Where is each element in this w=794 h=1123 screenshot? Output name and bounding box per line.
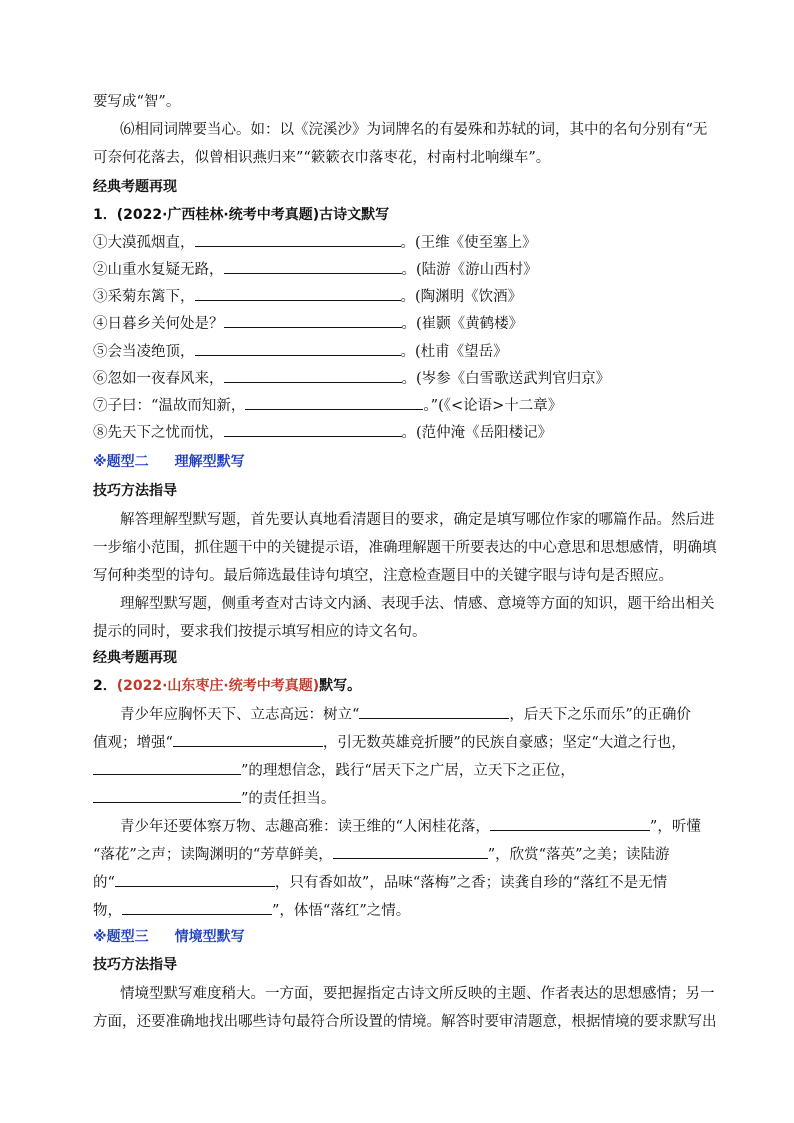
type2-heading: [93, 452, 703, 472]
skill-heading-3: 技巧方法指导: [93, 957, 177, 973]
text-segment: ，只有香如故”，品味“落梅”之香；读龚自珍的“落红不是无情: [274, 875, 668, 891]
recite-item-3: [93, 286, 703, 307]
type2-label: ※题型二: [93, 454, 149, 470]
answer-blank[interactable]: [333, 844, 488, 859]
item-prefix: ⑤会当凌绝顶，: [93, 344, 195, 360]
type2-para2-line2: 提示的同时，要求我们按提示填写相应的诗文名句。: [93, 624, 427, 640]
type2-para1-line3: 写何种类型的诗句。最后筛选最佳诗句填空，注意检查题目中的关键字眼与诗句是否照应。: [93, 568, 673, 584]
answer-blank[interactable]: [93, 760, 241, 775]
answer-blank[interactable]: [224, 422, 402, 437]
item-suffix: 。(崔颢《黄鹤楼》: [401, 316, 524, 332]
question-source: (2022·山东枣庄·统考中考真题): [116, 678, 320, 694]
q2-para1-line1: [120, 704, 703, 725]
text-segment: ，引无数英雄竞折腰”的民族自豪感；坚定“大道之行也，: [322, 735, 686, 751]
text-segment: ”，体悟“落红”之情。: [272, 903, 411, 919]
item-suffix: 。(杜甫《望岳》: [400, 344, 508, 360]
question-number: 1．: [93, 207, 117, 223]
item-suffix: 。(范仲淹《岳阳楼记》: [401, 425, 553, 441]
section-heading-classic-2: 经典考题再现: [93, 650, 177, 666]
item-prefix: ①大漠孤烟直，: [93, 235, 195, 251]
type2-para2-line1: 理解型默写题，侧重考查对古诗文内涵、表现手法、情感、意境等方面的知识，题干给出相关: [120, 596, 715, 612]
recite-item-2: [93, 259, 703, 280]
item-prefix: ⑦子曰：“温故而知新，: [93, 398, 246, 414]
type3-para1-line2: 方面，还要准确地找出哪些诗句最符合所设置的情境。解答时要审清题意，根据情境的要求默写出: [93, 1014, 717, 1030]
answer-blank[interactable]: [224, 259, 402, 274]
item-suffix: 。(王维《使至塞上》: [400, 235, 537, 251]
question-task: 默写。: [319, 678, 362, 694]
q2-para1-line4: [93, 788, 703, 809]
answer-blank[interactable]: [224, 368, 402, 383]
recite-item-1: [93, 232, 703, 253]
section-heading-classic-1: 经典考题再现: [93, 179, 177, 195]
intro-line-3: 可奈何花落去，似曾相识燕归来”“簌簌衣巾落枣花，村南村北响缫车”。: [93, 150, 551, 166]
q2-para1-line2: [93, 732, 703, 753]
question-task: 古诗文默写: [319, 207, 390, 223]
q2-para2-line3: [93, 872, 703, 893]
q2-para2-line1: [120, 816, 703, 837]
text-segment: 值观；增强“: [93, 735, 173, 751]
answer-blank[interactable]: [122, 900, 272, 915]
question-1-title: [93, 205, 703, 225]
text-segment: ，后天下之乐而乐”的正确价: [509, 707, 691, 723]
recite-item-4: [93, 313, 703, 334]
item-prefix: ⑥忽如一夜春风来，: [93, 371, 224, 387]
answer-blank[interactable]: [195, 341, 401, 356]
text-segment: 青少年应胸怀天下、立志高远：树立“: [120, 707, 360, 723]
recite-item-6: [93, 368, 703, 389]
q2-para2-line4: [93, 900, 703, 921]
answer-blank[interactable]: [195, 232, 401, 247]
text-segment: ”，听懂: [649, 819, 701, 835]
type2-para1-line1: 解答理解型默写题，首先要认真地看清题目的要求，确定是填写哪位作家的哪篇作品。然后进: [120, 512, 715, 528]
type2-para1-line2: 一步缩小范围，抓住题干中的关键提示语，准确理解题干所要表达的中心意思和思想感情，明确填: [93, 540, 717, 556]
text-segment: ”的理想信念，践行“居天下之广居，立天下之正位，: [241, 763, 575, 779]
item-suffix: 。(陆游《游山西村》: [401, 262, 538, 278]
text-segment: “落花”之声；读陶渊明的“芳草鲜美，: [93, 847, 333, 863]
answer-blank[interactable]: [245, 395, 423, 410]
item-prefix: ④日暮乡关何处是？: [93, 316, 224, 332]
text-segment: 的“: [93, 875, 115, 891]
recite-item-8: [93, 422, 703, 443]
text-segment: 物，: [93, 903, 122, 919]
item-suffix: 。(陶渊明《饮酒》: [400, 289, 523, 305]
type2-title: 理解型默写: [174, 454, 245, 470]
answer-blank[interactable]: [115, 872, 275, 887]
answer-blank[interactable]: [359, 704, 509, 719]
item-prefix: ②山重水复疑无路，: [93, 262, 224, 278]
type3-label: ※题型三: [93, 929, 149, 945]
item-suffix: 。”(《<论语>十二章》: [423, 398, 563, 414]
question-source: (2022·广西桂林·统考中考真题): [116, 207, 320, 223]
recite-item-5: [93, 341, 703, 362]
answer-blank[interactable]: [224, 313, 402, 328]
answer-blank[interactable]: [173, 732, 323, 747]
text-segment: 青少年还要体察万物、志趣高雅：读王维的“人闲桂花落，: [120, 819, 490, 835]
type3-para1-line1: 情境型默写难度稍大。一方面，要把握指定古诗文所反映的主题、作者表达的思想感情；另一: [120, 986, 715, 1002]
item-suffix: 。(岑参《白雪歌送武判官归京》: [401, 371, 611, 387]
recite-item-7: [93, 395, 703, 416]
intro-line-2: ⑹相同词牌要当心。如：以《浣溪沙》为词牌名的有晏殊和苏轼的词，其中的名句分别有“无: [120, 122, 708, 138]
item-prefix: ⑧先天下之忧而忧，: [93, 425, 224, 441]
answer-blank[interactable]: [93, 788, 241, 803]
text-segment: ”，欣赏“落英”之美；读陆游: [487, 847, 670, 863]
type3-title: 情境型默写: [174, 929, 245, 945]
q2-para1-line3: [93, 760, 703, 781]
question-number: 2．: [93, 678, 117, 694]
type3-heading: [93, 927, 703, 947]
answer-blank[interactable]: [195, 286, 401, 301]
answer-blank[interactable]: [490, 816, 650, 831]
intro-line-1: 要写成“智”。: [93, 94, 181, 110]
q2-para2-line2: [93, 844, 703, 865]
skill-heading-2: 技巧方法指导: [93, 483, 177, 499]
text-segment: ”的责任担当。: [241, 791, 336, 807]
item-prefix: ③采菊东篱下，: [93, 289, 195, 305]
question-2-title: [93, 676, 703, 696]
